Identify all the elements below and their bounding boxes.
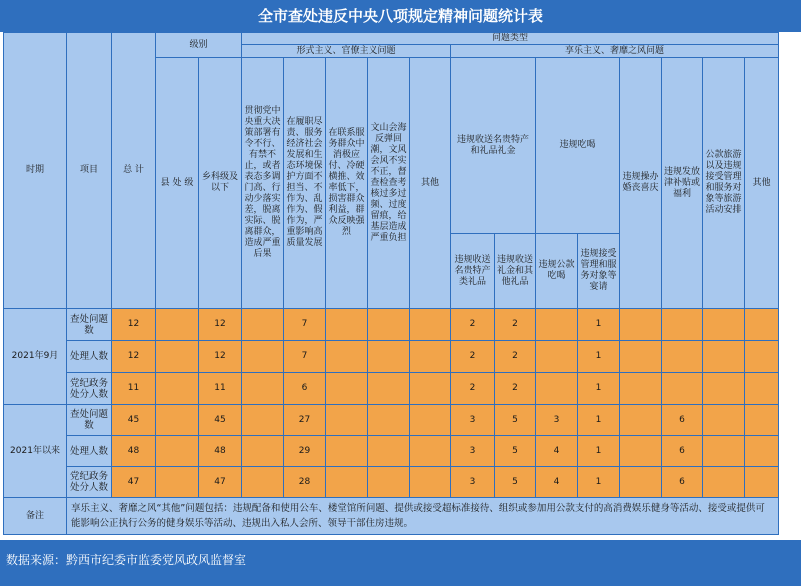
cell-f1 — [242, 373, 284, 405]
table-row — [4, 341, 779, 373]
cell-f2: 6 — [284, 373, 326, 405]
cell-h3 — [620, 341, 662, 373]
cell-f4 — [368, 436, 410, 467]
period-cell: 2021年以来 — [4, 405, 67, 498]
cell-ho — [745, 436, 779, 467]
table-row — [4, 467, 779, 498]
row-label: 查处问题数 — [67, 309, 112, 341]
header-formalism-2: 在履职尽责、服务经济社会发展和生态环境保护方面不担当、不作为、乱作为、假作为，严重影响高质量发展 — [284, 58, 326, 309]
row-label: 查处问题数 — [67, 405, 112, 436]
cell-county — [156, 341, 199, 373]
cell-h1b: 5 — [495, 467, 536, 498]
header-gifts-money: 违规收送礼金和其他礼品 — [495, 234, 536, 309]
cell-county — [156, 309, 199, 341]
cell-f4 — [368, 467, 410, 498]
cell-ho — [745, 309, 779, 341]
cell-h2b: 1 — [578, 309, 620, 341]
cell-h1b: 5 — [495, 436, 536, 467]
note-label: 备注 — [4, 498, 67, 535]
header-hedonism-weddings: 违规操办婚丧喜庆 — [620, 58, 662, 309]
cell-f2: 27 — [284, 405, 326, 436]
cell-township: 12 — [199, 341, 242, 373]
cell-h5 — [703, 467, 745, 498]
cell-f1 — [242, 405, 284, 436]
cell-h2a — [536, 373, 578, 405]
header-formalism-other: 其他 — [410, 58, 451, 309]
cell-f2: 29 — [284, 436, 326, 467]
cell-total: 45 — [112, 405, 156, 436]
period-cell: 2021年9月 — [4, 309, 67, 405]
cell-f3 — [326, 341, 368, 373]
statistics-table — [3, 32, 779, 535]
cell-f4 — [368, 405, 410, 436]
cell-h1b: 2 — [495, 309, 536, 341]
cell-h2a: 3 — [536, 405, 578, 436]
cell-h1a: 3 — [451, 436, 495, 467]
cell-county — [156, 436, 199, 467]
cell-f2: 7 — [284, 341, 326, 373]
cell-f4 — [368, 309, 410, 341]
cell-h5 — [703, 405, 745, 436]
header-level-county: 县 处 级 — [156, 58, 199, 309]
table-row — [4, 436, 779, 467]
cell-ho — [745, 405, 779, 436]
cell-h4: 6 — [662, 436, 703, 467]
cell-h5 — [703, 436, 745, 467]
header-gifts-specialty: 违规收送名贵特产类礼品 — [451, 234, 495, 309]
header-formalism-3: 在联系服务群众中消极应付、冷硬横推、效率低下，损害群众利益，群众反映强烈 — [326, 58, 368, 309]
cell-f3 — [326, 373, 368, 405]
cell-h1a: 2 — [451, 373, 495, 405]
cell-township: 12 — [199, 309, 242, 341]
cell-f2: 7 — [284, 309, 326, 341]
cell-fo — [410, 373, 451, 405]
table-row — [4, 405, 779, 436]
cell-h4: 6 — [662, 405, 703, 436]
cell-total: 48 — [112, 436, 156, 467]
cell-h5 — [703, 309, 745, 341]
header-total: 总 计 — [112, 33, 156, 309]
cell-fo — [410, 341, 451, 373]
cell-f1 — [242, 341, 284, 373]
cell-township: 47 — [199, 467, 242, 498]
cell-fo — [410, 309, 451, 341]
header-hedonism: 享乐主义、奢靡之风问题 — [451, 45, 779, 58]
cell-h5 — [703, 373, 745, 405]
cell-ho — [745, 341, 779, 373]
cell-f1 — [242, 436, 284, 467]
cell-h2b: 1 — [578, 341, 620, 373]
cell-h2a — [536, 341, 578, 373]
cell-h2b: 1 — [578, 467, 620, 498]
cell-fo — [410, 405, 451, 436]
header-problem-type: 问题类型 — [242, 33, 779, 45]
cell-f3 — [326, 467, 368, 498]
cell-h3 — [620, 436, 662, 467]
header-dining-public: 违规公款吃喝 — [536, 234, 578, 309]
cell-h1a: 3 — [451, 467, 495, 498]
row-label: 处理人数 — [67, 341, 112, 373]
cell-h2b: 1 — [578, 436, 620, 467]
data-source: 数据来源：黔西市纪委市监委党风政风监督室 — [0, 540, 801, 586]
cell-h4 — [662, 341, 703, 373]
header-hedonism-other: 其他 — [745, 58, 779, 309]
cell-ho — [745, 373, 779, 405]
header-item: 项目 — [67, 33, 112, 309]
cell-total: 12 — [112, 309, 156, 341]
cell-fo — [410, 436, 451, 467]
header-formalism-1: 贯彻党中央重大决策部署有令不行、有禁不止，或者表态多调门高、行动少落实差，脱离实际、脱离群众，造成严重后果 — [242, 58, 284, 309]
cell-total: 47 — [112, 467, 156, 498]
cell-h1a: 2 — [451, 341, 495, 373]
header-hedonism-subsidies: 违规发放津补贴或福利 — [662, 58, 703, 309]
header-period: 时期 — [4, 33, 67, 309]
cell-ho — [745, 467, 779, 498]
table-title: 全市查处违反中央八项规定精神问题统计表 — [0, 0, 801, 32]
cell-h1b: 2 — [495, 373, 536, 405]
cell-f1 — [242, 309, 284, 341]
cell-h2a — [536, 309, 578, 341]
cell-h2b: 1 — [578, 405, 620, 436]
cell-f3 — [326, 436, 368, 467]
row-label: 党纪政务处分人数 — [67, 373, 112, 405]
cell-h4: 6 — [662, 467, 703, 498]
header-hedonism-travel: 公款旅游以及违规接受管理和服务对象等旅游活动安排 — [703, 58, 745, 309]
header-formalism-4: 文山会海反弹回潮，文风会风不实不正，督查检查考核过多过频、过度留痕，给基层造成严重负担 — [368, 58, 410, 309]
header-hedonism-gifts: 违规收送名贵特产和礼品礼金 — [451, 58, 536, 234]
cell-h1a: 3 — [451, 405, 495, 436]
cell-h3 — [620, 373, 662, 405]
cell-h4 — [662, 373, 703, 405]
cell-f1 — [242, 467, 284, 498]
header-level: 级别 — [156, 33, 242, 58]
note-text: 享乐主义、奢靡之风“其他”问题包括：违规配备和使用公车、楼堂馆所问题、提供或接受超标准接待、组织或参加用公款支付的高消费娱乐健身等活动、接受或提供可能影响公正执行公务的健身娱乐等活动、违规出入私人会所、领导干部住房违规。 — [67, 498, 779, 535]
header-formalism: 形式主义、官僚主义问题 — [242, 45, 451, 58]
row-label: 党纪政务处分人数 — [67, 467, 112, 498]
cell-h1b: 5 — [495, 405, 536, 436]
header-dining-banquet: 违规接受管理和服务对象等宴请 — [578, 234, 620, 309]
cell-h2a: 4 — [536, 467, 578, 498]
cell-total: 12 — [112, 341, 156, 373]
cell-h5 — [703, 341, 745, 373]
cell-h3 — [620, 405, 662, 436]
cell-township: 48 — [199, 436, 242, 467]
cell-h4 — [662, 309, 703, 341]
cell-f4 — [368, 373, 410, 405]
cell-f3 — [326, 309, 368, 341]
table-row — [4, 309, 779, 341]
table-row — [4, 373, 779, 405]
cell-h3 — [620, 309, 662, 341]
cell-h2b: 1 — [578, 373, 620, 405]
cell-township: 11 — [199, 373, 242, 405]
header-level-township: 乡科级及以下 — [199, 58, 242, 309]
cell-f2: 28 — [284, 467, 326, 498]
cell-h2a: 4 — [536, 436, 578, 467]
cell-fo — [410, 467, 451, 498]
cell-h1a: 2 — [451, 309, 495, 341]
cell-f4 — [368, 341, 410, 373]
cell-county — [156, 373, 199, 405]
cell-f3 — [326, 405, 368, 436]
header-hedonism-dining: 违规吃喝 — [536, 58, 620, 234]
cell-county — [156, 405, 199, 436]
cell-township: 45 — [199, 405, 242, 436]
cell-total: 11 — [112, 373, 156, 405]
row-label: 处理人数 — [67, 436, 112, 467]
cell-h3 — [620, 467, 662, 498]
cell-county — [156, 467, 199, 498]
cell-h1b: 2 — [495, 341, 536, 373]
